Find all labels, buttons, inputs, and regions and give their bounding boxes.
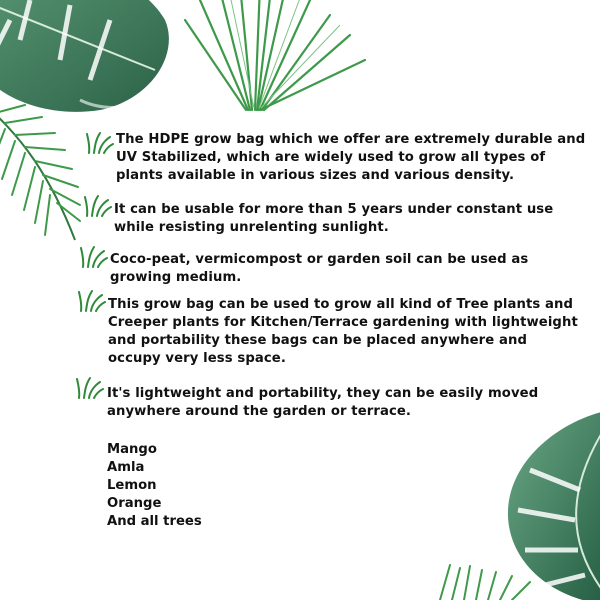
list-item: And all trees	[107, 514, 202, 529]
palm-frond-left	[0, 95, 90, 245]
grass-icon	[80, 245, 108, 269]
bullet-item	[110, 251, 580, 287]
plant-list	[107, 441, 202, 531]
bullet-text: The HDPE grow bag which we offer are extremely durable and UV Stabilized, which are widely used to grow all types of plants available in various sizes and various density.	[116, 132, 586, 183]
grass-icon	[86, 131, 114, 155]
bullet-item	[116, 131, 586, 185]
bullet-item	[108, 296, 578, 368]
grass-icon	[78, 289, 106, 313]
list-item: Orange	[107, 496, 162, 511]
list-item: Mango	[107, 442, 157, 457]
bullet-text: It can be usable for more than 5 years under constant use while resisting unrelenting sunlight.	[114, 202, 554, 235]
bullet-item	[114, 201, 584, 237]
bullet-item	[107, 385, 577, 421]
palm-frond-bottom	[430, 560, 550, 600]
list-item: Lemon	[107, 478, 157, 493]
bullet-text: It's lightweight and portability, they can be easily moved anywhere around the garden or terrace.	[107, 386, 539, 419]
bullet-text: Coco-peat, vermicompost or garden soil can be used as growing medium.	[110, 252, 529, 285]
bullet-text: This grow bag can be used to grow all kind of Tree plants and Creeper plants for Kitchen/Terrace gardening with lightweight and portability these bags can be placed anywhere and occupy very less space.	[108, 297, 578, 366]
grass-icon	[76, 376, 104, 400]
list-item: Amla	[107, 460, 145, 475]
grass-icon	[84, 194, 112, 218]
palm-frond-top	[160, 0, 380, 120]
